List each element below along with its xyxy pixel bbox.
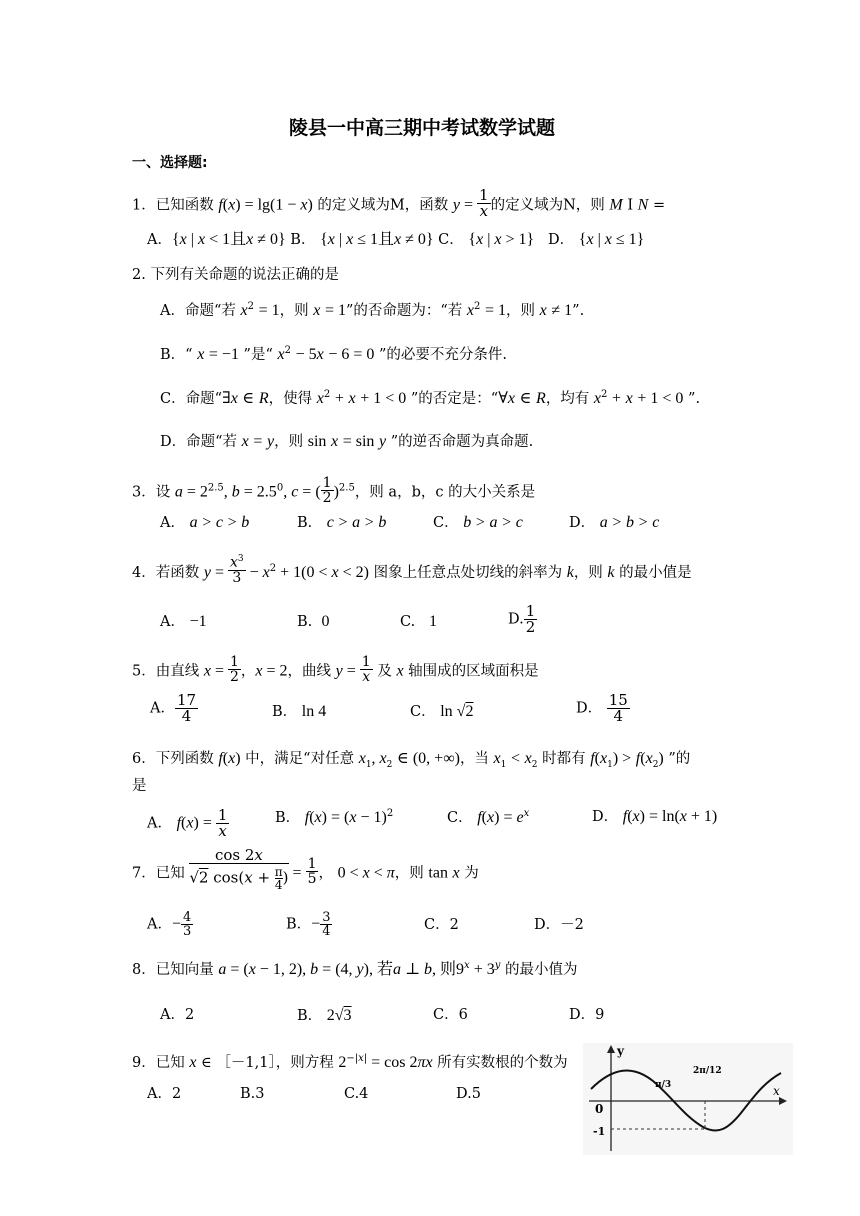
page-title: 陵县一中高三期中考试数学试题 — [289, 117, 556, 139]
question-6-option-b: B． $f(x) = (x - 1)^2$ — [275, 808, 394, 826]
question-3-option-b: B． c > a > b — [297, 514, 387, 531]
tick-label-pi3: π/3 — [655, 1080, 672, 1090]
question-1-options: A．{x | x < 1且x ≠ 0} B． {x | x ≤ 1且x ≠ 0} C． {x | x > 1} D． {x | x ≤ 1} — [147, 231, 645, 248]
question-5-option-d: D． $\frac{15}{4}$ — [576, 691, 628, 725]
question-9-stem: 9．已知 x ∈ ［－1,1］，则方程 $2^{-|x|} = \cos 2\pi x$ 所有实数根的个数为 — [132, 1053, 568, 1071]
question-8-option-a: A．2 — [160, 1007, 195, 1023]
question-7-stem: 7．已知 cos 2x √2 cos(x + $\frac{\pi}{4}$ ) = $\frac{1}{5}$ ， 0 < x < π，则 tan x 为 — [132, 846, 479, 892]
question-7-option-d: D．－2 — [534, 917, 584, 933]
question-7-option-c: C．2 — [424, 917, 459, 933]
question-8-option-c: C．6 — [433, 1007, 468, 1023]
question-6-option-a: A． f(x) = $\frac{1}{x}$ — [147, 806, 228, 840]
question-6-stem: 6．下列函数 f(x) 中，满足“对任意 $x_1$, $x_2$ ∈ (0, +∞)，当 $x_1 < x_2$ 时都有 $f(x_1) > f(x_2)$ ”的 — [132, 750, 691, 770]
question-2-option-a: A．命题“若 $x^2 = 1$，则 x = 1”的否命题为：“若 $x^2 = 1$，则 x ≠ 1”. — [160, 301, 585, 319]
function-graph-figure — [583, 1043, 793, 1155]
tick-label-2pi12: 2π/12 — [693, 1066, 722, 1076]
question-4-option-c: C. 1 — [400, 613, 438, 630]
question-1-stem: 1．已知函数 f(x) = lg(1 − x) 的定义域为M，函数 y = $\frac{1}{x}$ 的定义域为N，则 M Ⅰ N = — [132, 186, 666, 220]
x-axis-label: x — [773, 1084, 780, 1098]
question-3-option-a: A． a > c > b — [160, 514, 250, 531]
question-4-option-b: B. 0 — [297, 613, 330, 630]
question-2-stem: 2. 下列有关命题的说法正确的是 — [132, 267, 339, 283]
question-5-option-c: C． ln √2 — [410, 703, 474, 720]
question-2-option-b: B．“ x = −1 ”是“ $x^2 - 5x - 6 = 0$ ”的必要不充分条件. — [160, 345, 508, 363]
x-axis-arrow — [779, 1097, 787, 1105]
question-9-option-a: A．2 — [147, 1086, 182, 1102]
question-8-option-d: D．9 — [569, 1007, 605, 1023]
question-9-option-b: B.3 — [240, 1086, 265, 1102]
question-6-option-c: C． $f(x) = e^x$ — [447, 808, 530, 826]
question-3-option-c: C． b > a > c — [433, 514, 523, 531]
y-axis-label: y — [617, 1044, 624, 1058]
question-4-option-d: D. $\frac{1}{2}$ — [508, 602, 536, 636]
question-9-option-c: C.4 — [344, 1086, 369, 1102]
question-8-stem: 8．已知向量 a = (x − 1, 2), b = (4, y), 若a ⊥ b, 则$9^x + 3^y$ 的最小值为 — [132, 960, 578, 978]
question-5-option-b: B． ln 4 — [272, 703, 327, 720]
question-2-option-d: D．命题“若 x = y，则 sin x = sin y ”的逆否命题为真命题. — [160, 433, 534, 450]
question-6-option-d: D． f(x) = ln(x + 1) — [592, 808, 718, 825]
section-heading: 一、选择题: — [132, 155, 208, 171]
origin-label: 0 — [595, 1102, 604, 1116]
question-4-stem: 4．若函数 y = $\frac{x^3}{3}$ − $x^2 + 1(0 < x < 2)$ 图象上任意点处切线的斜率为 k，则 k 的最小值是 — [132, 554, 692, 586]
question-8-option-b: B． 2√3 — [297, 1007, 352, 1024]
question-2-option-c: C．命题“∃x ∈ R，使得 $x^2 + x + 1 < 0$ ”的否定是：“∀x ∈ R，均有 $x^2 + x + 1 < 0$ ”. — [160, 389, 701, 407]
question-3-stem: 3．设 $a = 2^{2.5}$, $b = 2.5^0$, c = ( $\frac{1}{2}$ )$^{2.5}$，则 a，b，c 的大小关系是 — [132, 475, 536, 506]
question-3-option-d: D． a > b > c — [569, 514, 660, 531]
question-7-option-a: A．− $\frac{4}{3}$ — [147, 910, 192, 939]
question-9-option-d: D.5 — [456, 1086, 481, 1102]
question-4-option-a: A． −1 — [160, 613, 207, 630]
question-5-option-a: A． $\frac{17}{4}$ — [150, 691, 197, 725]
tick-label-neg1: -1 — [593, 1125, 606, 1138]
question-7-option-b: B．− $\frac{3}{4}$ — [286, 910, 331, 939]
y-axis-arrow — [607, 1045, 615, 1053]
question-6-stem-cont: 是 — [132, 778, 147, 794]
question-5-stem: 5．由直线 x = $\frac{1}{2}$ ，x = 2，曲线 y = $\frac{1}{x}$ 及 x 轴围成的区域面积是 — [132, 654, 539, 685]
